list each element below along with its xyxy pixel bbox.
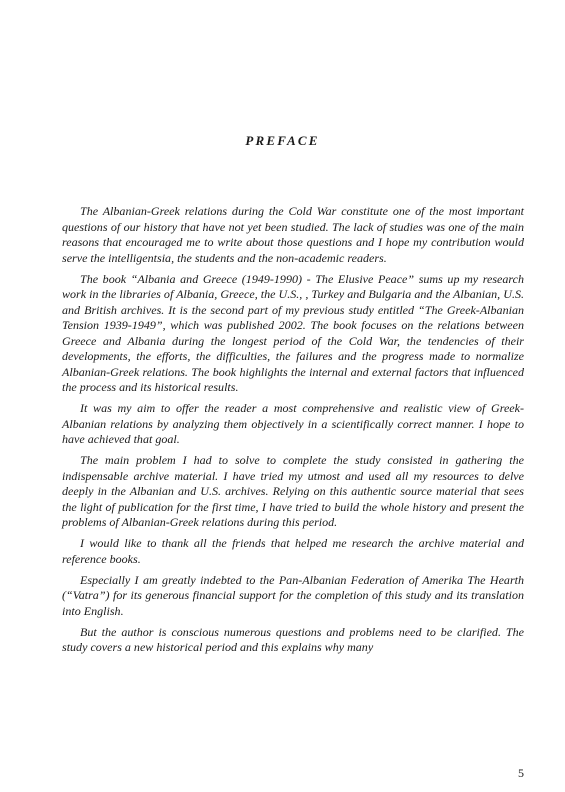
paragraph-5: I would like to thank all the friends that helped me research the archive material and reference books. [62, 536, 524, 566]
preface-body [62, 204, 524, 661]
page-heading: PREFACE [245, 133, 320, 148]
paragraph-1: The Albanian-Greek relations during the Cold War constitute one of the most important questions of our history that have not yet been studied. The lack of studies was one of the main reasons that encouraged me to write about those questions and I hope my contribution would serve the intelligentsia, the students and the non-academic readers. [62, 204, 524, 265]
paragraph-7: But the author is conscious numerous questions and problems need to be clarified. The study covers a new historical period and this explains why many [62, 624, 524, 654]
paragraph-4: The main problem I had to solve to complete the study consisted in gathering the indispensable archive material. I have tried my utmost and used all my resources to delve deeply in the Albanian and U.S. archives. Relying on this authentic source material that sees the light of publication for the first time, I have tried to build the whole history and present the problems of Albanian-Greek relations during this period. [62, 453, 524, 529]
page-number: 5 [518, 766, 524, 780]
paragraph-6: Especially I am greatly indebted to the Pan-Albanian Federation of Amerika The Hearth (“Vatra”) for its generous financial support for the completion of this study and its translation into English. [62, 572, 524, 618]
paragraph-3: It was my aim to offer the reader a most comprehensive and realistic view of Greek-Albanian relations by analyzing them objectively in a scientifically correct manner. I hope to have achieved that goal. [62, 401, 524, 446]
paragraph-2: The book “Albania and Greece (1949-1990) - The Elusive Peace” sums up my research work in the libraries of Albania, Greece, the U.S., , Turkey and Bulgaria and the Albanian, U.S. and British archives. It is the second part of my previous study entitled “The Greek-Albanian Tension 1939-1949”, which was published 2002. The book focuses on the relations between Greece and Albania during the longest period of the Cold War, the tendencies of their developments, the efforts, the difficulties, the failures and the progress made to normalize Albanian-Greek relations. The book highlights the internal and external factors that influenced the process and its historical results. [62, 271, 524, 394]
